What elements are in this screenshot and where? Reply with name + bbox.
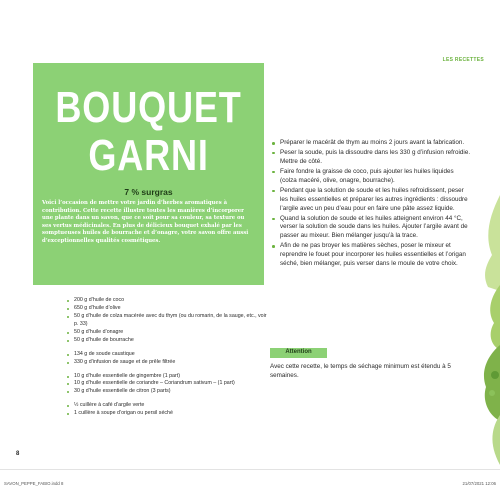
ingredient-group-essential-oils xyxy=(67,373,267,397)
instruction-step: Faire fondre la graisse de coco, puis ajouter les huiles liquides (colza macéré, olive, onagre, bourrache). xyxy=(272,168,472,186)
ingredient-item: 650 g d’huile d’olive xyxy=(67,305,267,313)
title-panel xyxy=(33,63,264,285)
instructions-list xyxy=(272,139,472,270)
instruction-step: Afin de ne pas broyer les matières sèches, poser le mixeur et reprendre le fouet pour incorporer les huiles essentielles et l’origan séché, bien mélanger, puis verser dans le moule de votre choix. xyxy=(272,242,472,269)
instruction-step: Peser la soude, puis la dissoudre dans les 330 g d’infusion refroidie. Mettre de côté. xyxy=(272,149,472,167)
footer-date: 21/07/2021 12:06 xyxy=(462,481,496,486)
instruction-step: Préparer le macérât de thym au moins 2 jours avant la fabrication. xyxy=(272,139,472,148)
ingredient-item: 134 g de soude caustique xyxy=(67,351,267,359)
surgras-label: 7 % surgras xyxy=(124,187,173,197)
ingredient-item: ½ cuillère à café d’argile verte xyxy=(67,402,267,410)
ingredient-item: 10 g d’huile essentielle de gingembre (1 part) xyxy=(67,373,267,381)
ingredient-group-additives xyxy=(67,402,267,418)
ingredient-group-lye xyxy=(67,351,267,367)
recipe-title-line-2: GARNI xyxy=(88,131,209,180)
ingredient-item: 50 g d’huile de colza macérée avec du thym (ou du romarin, de la sauge, etc., voir p. 33) xyxy=(67,313,267,329)
page-number: 8 xyxy=(16,451,20,457)
attention-text: Avec cette recette, le temps de séchage minimum est étendu à 5 semaines. xyxy=(270,363,451,379)
ingredient-item: 30 g d’huile essentielle de citron (3 parts) xyxy=(67,388,267,396)
footer-rule xyxy=(0,469,500,470)
section-tag: LES RECETTES xyxy=(442,57,484,63)
recipe-title-line-1: BOUQUET xyxy=(55,83,242,132)
intro-paragraph: Voici l’occasion de mettre votre jardin d’herbes aromatiques à contribution. Cette recette illustre toutes les manières d’incorporer une plante dans un savon, que ce soit pour sa couleur, sa texture ou ses vertus médicinales. En plus de délicieux bouquet exhalé par les somptueuses huiles de bourrache et d’onagre, votre savon offre aussi d’exceptionnelles qualités cosmétiques. xyxy=(42,200,249,244)
attention-label: Attention xyxy=(285,349,312,355)
ingredient-item: 10 g d’huile essentielle de coriandre – Coriandrum sativum – (1 part) xyxy=(67,380,267,388)
herb-leaves-image xyxy=(478,195,500,465)
ingredient-item: 200 g d’huile de coco xyxy=(67,297,267,305)
ingredient-item: 330 g d’infusion de sauge et de prêle filtrée xyxy=(67,359,267,367)
attention-badge xyxy=(270,348,327,358)
footer-file-name: SAVON_PEPPE_FABIO.indd 8 xyxy=(4,481,64,486)
instruction-step: Quand la solution de soude et les huiles atteignent environ 44 °C, verser la solution de soude dans les huiles. Ajouter l’argile avant de passer au mixeur. Bien mélanger jusqu’à la trace. xyxy=(272,215,472,242)
ingredient-item: 50 g d’huile d’onagre xyxy=(67,329,267,337)
instruction-step: Pendant que la solution de soude et les huiles refroidissent, peser les huiles essentielles et préparer les autres ingrédients : dissoudre l’argile avec un peu d’eau pour en faire une pâte assez liquide. xyxy=(272,187,472,214)
ingredient-group-oils xyxy=(67,297,267,345)
ingredient-item: 50 g d’huile de bourrache xyxy=(67,337,267,345)
ingredients-list xyxy=(67,297,267,424)
ingredient-item: 1 cuillère à soupe d’origan ou persil séché xyxy=(67,410,267,418)
